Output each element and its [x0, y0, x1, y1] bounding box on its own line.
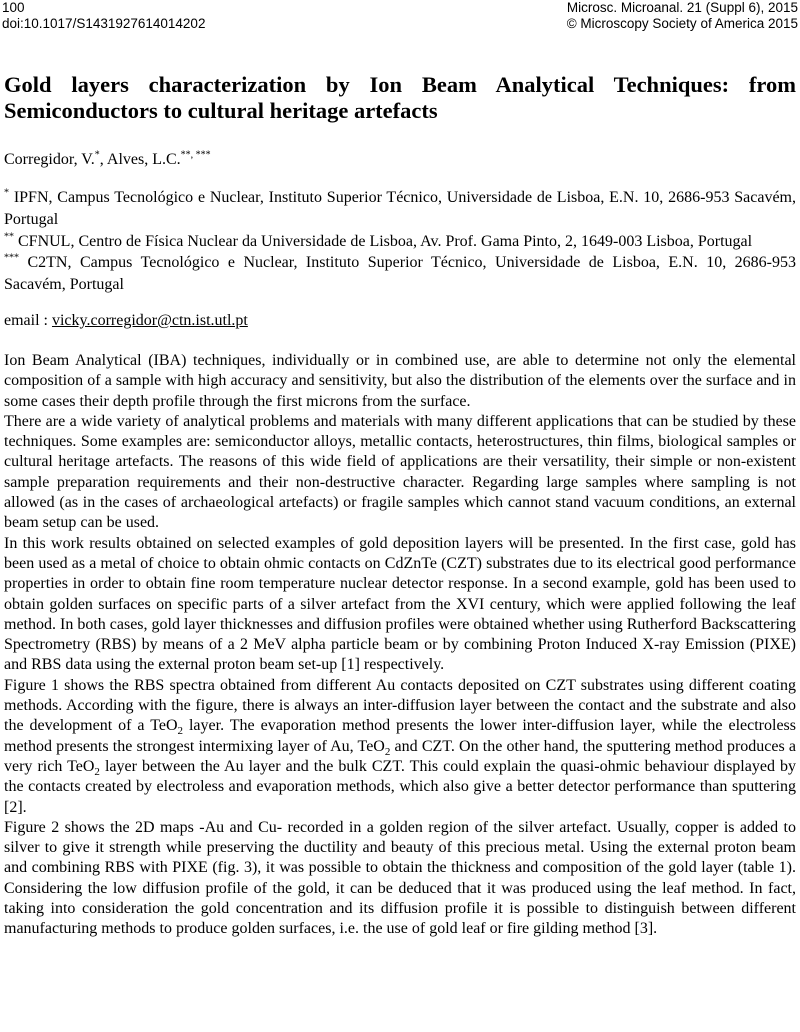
affiliations: [4, 187, 796, 296]
affiliation: [4, 231, 796, 253]
affiliation-mark: *: [4, 187, 9, 199]
subscript: 2: [94, 766, 100, 779]
subscript: 2: [177, 725, 184, 738]
paragraph-text: and CZT. On the other hand, the sputtering method produces a very rich TeO: [4, 737, 796, 775]
affiliation-text: C2TN, Campus Tecnológico e Nuclear, Instituto Superior Técnico, Universidade de Lisboa, E.N. 10, 2686-953 Sacavém, Portugal: [4, 254, 796, 294]
affiliation-mark: ***: [4, 253, 19, 265]
page-header: [0, 0, 800, 34]
paper-title: Gold layers characterization by Ion Beam Analytical Techniques: from Semiconductors to cultural heritage artefacts: [4, 72, 796, 123]
email-link[interactable]: vicky.corregidor@ctn.ist.utl.pt: [51, 311, 248, 329]
header-left: [2, 0, 205, 32]
affiliation-mark: **, ***: [180, 149, 211, 161]
affiliation: [4, 187, 796, 231]
doi: doi:10.1017/S1431927614014202: [2, 16, 206, 31]
paragraph-text: layer. The evaporation method presents the lower inter-diffusion layer, while the electroless method presents the strongest intermixing layer of Au, TeO: [4, 717, 796, 755]
paragraph: Figure 2 shows the 2D maps -Au and Cu- recorded in a golden region of the silver artefact. Usually, copper is added to silver to give it strength while preserving the ductility and beauty of this precious metal. Using the external proton beam and combining RBS with PIXE (fig. 3), it was possible to obtain the thickness and composition of the gold layer (table 1). Considering the low diffusion profile of the gold, it can be deduced that it was produced using the leaf method. In fact, taking into consideration the gold concentration and its diffusion profile it is possible to distinguish between different manufacturing methods to produce golden surfaces, i.e. the use of gold leaf or fire gilding method [3].: [4, 818, 796, 938]
copyright: © Microscopy Society of America 2015: [566, 16, 798, 31]
abstract-body: [4, 351, 796, 940]
paragraph: In this work results obtained on selected examples of gold deposition layers will be presented. In the first case, gold has been used as a metal of choice to obtain ohmic contacts on CdZnTe (CZT) substrates due to its electrical good performance properties in order to obtain fine room temperature nuclear detector response. In a second example, gold has been used to obtain golden surfaces on specific parts of a silver artefact from the XVI century, which were applied following the leaf method. In both cases, gold layer thicknesses and diffusion profiles were obtained whether using Rutherford Backscattering Spectrometry (RBS) by means of a 2 MeV alpha particle beam or by combining Proton Induced X-ray Emission (PIXE) and RBS data using the external proton beam set-up [1] respectively.: [4, 534, 796, 674]
paragraph: There are a wide variety of analytical problems and materials with many different applications that can be studied by these techniques. Some examples are: semiconductor alloys, metallic contacts, heterostructures, thin films, biological samples or cultural heritage artefacts. The reasons of this wide field of applications are their versatility, their simple or non-existent sample preparation requirements and their non-destructive character. Regarding large samples where sampling is not allowed (as in the cases of archaeological artefacts) or fragile samples which cannot stand vacuum conditions, an external beam setup can be used.: [4, 412, 796, 532]
contact-email: [4, 311, 796, 331]
paragraph-text: Figure 1 shows the RBS spectra obtained from different Au contacts deposited on CZT substrates using different coating methods. According with the figure, there is always an inter-diffusion layer between the contact and the substrate and also the development of a TeO: [4, 676, 796, 735]
paragraph: Ion Beam Analytical (IBA) techniques, individually or in combined use, are able to determine not only the elemental composition of a sample with high accuracy and sensitivity, but also the distribution of the elements over the surface and in some cases their depth profile through the first microns from the surface.: [4, 351, 796, 410]
email-label: email :: [4, 311, 52, 329]
paper-body: [4, 72, 796, 940]
paragraph-text: layer between the Au layer and the bulk CZT. This could explain the quasi-ohmic behaviour displayed by the contacts created by electroless and evaporation methods, which also give a better detector performance than sputtering [2].: [4, 757, 796, 816]
author-name: Corregidor, V.: [4, 151, 95, 168]
author-name: Alves, L.C.: [106, 151, 181, 168]
subscript: 2: [384, 745, 391, 758]
affiliation-text: CFNUL, Centro de Física Nuclear da Universidade de Lisboa, Av. Prof. Gama Pinto, 2, 1649-003 Lisboa, Portugal: [14, 232, 753, 250]
affiliation-text: IPFN, Campus Tecnológico e Nuclear, Instituto Superior Técnico, Universidade de Lisboa, E.N. 10, 2686-953 Sacavém, Portugal: [4, 189, 796, 228]
author-list: [4, 150, 796, 170]
author-separator: ,: [99, 151, 107, 168]
paragraph: [4, 676, 796, 818]
affiliation: [4, 252, 796, 296]
page-number: 100: [2, 0, 25, 15]
journal-citation: Microsc. Microanal. 21 (Suppl 6), 2015: [566, 0, 798, 15]
header-right: [567, 0, 798, 32]
affiliation-mark: **: [4, 231, 14, 243]
affiliation-mark: *: [94, 149, 100, 161]
